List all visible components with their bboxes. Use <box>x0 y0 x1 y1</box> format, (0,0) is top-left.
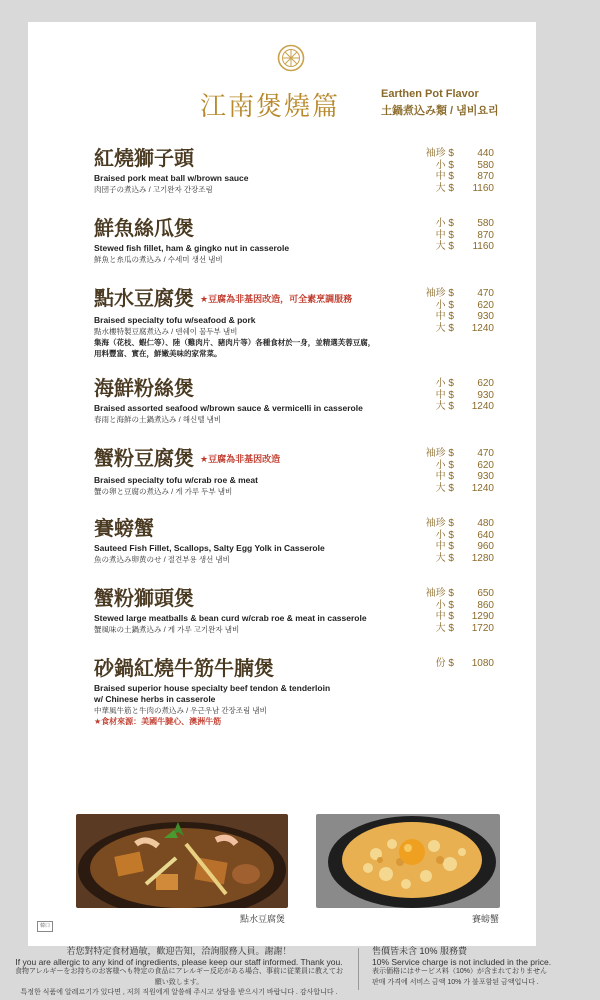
price-amount: 1240 <box>471 482 494 494</box>
price-label: 袖珍 $ <box>425 448 454 459</box>
price-label: 大 $ <box>435 182 454 194</box>
price-amount: 1240 <box>471 401 494 412</box>
photo-mock-crab <box>316 814 500 908</box>
item-name-zh: 海鮮粉絲煲 <box>94 376 194 400</box>
price-label: 大 $ <box>435 482 454 494</box>
item-name-zh: 鮮魚絲瓜煲 <box>94 216 194 240</box>
item-name-jp-kr: 魚の煮込み卵黄のせ / 절견부용 생선 냄비 <box>94 555 230 564</box>
price-amount: 640 <box>477 529 494 541</box>
item-prices <box>418 218 494 253</box>
item-name-en: Sauteed Fish Fillet, Scallops, Salty Egg Yolk in Casserole <box>94 543 325 553</box>
restaurant-logo-icon <box>277 44 305 72</box>
item-name-jp-kr: 肉団子の煮込み / 고기완자 간장조림 <box>94 185 213 194</box>
service-charge-jp: 表示価格にはサービス料（10%）が含まれておりません <box>372 968 548 975</box>
service-charge-notice <box>372 946 594 988</box>
item-name-zh: 蟹粉獅頭煲 <box>94 586 194 610</box>
item-name-jp-kr: 蟹風味の土鍋煮込み / 게 가루 고기완자 냄비 <box>94 625 240 634</box>
item-name-en: Stewed fish fillet, ham & gingko nut in casserole <box>94 243 290 253</box>
item-prices <box>418 448 494 494</box>
price-amount: 960 <box>477 541 494 552</box>
price-label: 袖珍 $ <box>425 588 454 599</box>
item-prices <box>418 378 494 413</box>
price-amount: 870 <box>477 171 494 182</box>
service-charge-zh: 售價皆未含 10% 服務費 <box>372 946 468 956</box>
item-name-zh: 紅燒獅子頭 <box>94 146 194 170</box>
item-name-en: Braised superior house specialty beef tendon & tenderloin <box>94 683 331 693</box>
price-amount: 1720 <box>471 622 494 634</box>
price-amount: 1160 <box>472 241 494 252</box>
allergy-notice-kr: 특정한 식품에 알레르기가 있다면 , 저희 직원에게 알씀해 주시고 상담을 받으시기 바랍니다 . 감사합니다 . <box>20 989 338 996</box>
photo-tofu-casserole <box>76 814 288 908</box>
item-name-en: Braised specialty tofu w/seafood & pork <box>94 314 256 325</box>
item-note: ★豆腐為非基因改造，可全素烹調服務 <box>200 294 353 305</box>
price-label: 大 $ <box>435 552 454 564</box>
price-amount: 860 <box>477 599 494 611</box>
price-amount: 930 <box>477 311 494 322</box>
item-name-zh: 點水豆腐煲 <box>94 286 194 310</box>
price-label: 小 $ <box>435 218 454 229</box>
price-label: 大 $ <box>435 322 454 334</box>
price-label: 小 $ <box>435 599 454 611</box>
price-label: 小 $ <box>435 378 454 389</box>
price-amount: 620 <box>477 299 494 311</box>
service-charge-en: 10% Service charge is not included in the price. <box>372 956 552 967</box>
price-amount: 870 <box>477 229 494 241</box>
price-label: 中 $ <box>435 611 454 622</box>
price-amount: 650 <box>477 588 494 599</box>
price-label: 袖珍 $ <box>425 288 454 299</box>
food-photo-image <box>76 814 288 908</box>
price-amount: 1290 <box>471 611 494 622</box>
item-name-jp-kr: 春雨と海鮮の土鍋煮込み / 해신뗄 냄비 <box>94 415 222 424</box>
price-label: 袖珍 $ <box>425 518 454 529</box>
service-charge-kr: 판매 가격에 서비스 금액 10% 가 불포함된 금액입니다 . <box>372 978 539 986</box>
item-prices <box>418 658 494 670</box>
price-amount: 620 <box>477 459 494 471</box>
section-title-english: Earthen Pot Flavor <box>381 88 479 100</box>
price-label: 中 $ <box>435 229 454 241</box>
price-label: 小 $ <box>435 299 454 311</box>
price-amount: 470 <box>477 448 494 459</box>
price-amount: 440 <box>477 148 494 159</box>
footer-divider <box>358 948 359 990</box>
item-note: ★豆腐為非基因改造 <box>200 454 281 465</box>
ingredient-source-note: ★食材來源：美國牛腱心、澳洲牛筋 <box>94 717 222 726</box>
item-name-zh: 砂鍋紅燒牛筋牛腩煲 <box>94 656 274 680</box>
price-amount: 1080 <box>471 658 494 669</box>
item-name-jp-kr: 中華風牛筋と牛肉の煮込み / 우근우남 간장조림 냄비 <box>94 706 267 715</box>
item-name-en-line2: w/ Chinese herbs in casserole <box>94 694 216 704</box>
photo-caption: 點水豆腐煲 <box>240 914 286 924</box>
item-name-en: Braised assorted seafood w/brown sauce & vermicelli in casserole <box>94 403 363 413</box>
price-label: 中 $ <box>435 541 454 552</box>
item-name-en: Stewed large meatballs & bean curd w/crab roe & meat in casserole <box>94 613 367 623</box>
price-amount: 480 <box>477 518 494 529</box>
item-name-jp-kr: 蟹の卵と豆腐の煮込み / 게 가루 두부 냄비 <box>94 486 233 496</box>
page-tag: 韓口 <box>37 921 53 932</box>
price-label: 小 $ <box>435 459 454 471</box>
allergy-notice-jp: 食物アレルギーをお持ちのお客様へも特定の食品にアレルギー反応がある場合、事前に従業員に教えてお願い致します。 <box>14 968 344 986</box>
price-label: 袖珍 $ <box>425 148 454 159</box>
price-label: 份 $ <box>435 658 454 669</box>
item-name-zh: 蟹粉豆腐煲 <box>94 446 194 470</box>
photo-caption: 賽螃蟹 <box>472 914 500 924</box>
section-title-subtitle: 土鍋煮込み類 / 냄비요리 <box>381 105 499 117</box>
price-label: 中 $ <box>435 389 454 401</box>
allergy-notice-en: If you are allergic to any kind of ingredients, please keep our staff informed. Thank you. <box>15 956 343 967</box>
item-description: 集海（花枝、蝦仁等）、陸（雞肉片、豬肉片等）各種食材於一身，並精選芙蓉豆腐， <box>94 337 376 347</box>
allergy-notice-zh: 若您對特定食材過敏，歡迎告知，洽詢服務人員。謝謝！ <box>66 946 292 956</box>
price-label: 小 $ <box>435 529 454 541</box>
item-name-zh: 賽螃蟹 <box>94 516 154 540</box>
item-prices <box>418 148 494 194</box>
price-amount: 470 <box>477 288 494 299</box>
price-amount: 1240 <box>471 322 494 334</box>
item-name-jp-kr: 鮮魚と糸瓜の煮込み / 수세미 생선 냄비 <box>94 255 223 264</box>
item-prices <box>418 288 494 334</box>
price-amount: 930 <box>477 471 494 482</box>
price-label: 小 $ <box>435 159 454 171</box>
allergy-notice <box>14 946 344 999</box>
price-amount: 580 <box>477 159 494 171</box>
price-amount: 930 <box>477 389 494 401</box>
item-name-en: Braised pork meat ball w/brown sauce <box>94 173 249 183</box>
price-label: 中 $ <box>435 311 454 322</box>
price-amount: 1280 <box>471 552 494 564</box>
item-prices <box>418 518 494 564</box>
item-prices <box>418 588 494 634</box>
price-amount: 580 <box>477 218 494 229</box>
item-name-en: Braised specialty tofu w/crab roe & meat <box>94 474 258 485</box>
item-name-jp-kr: 點水樓特製豆腐煮込み / 덴쉐이 물두부 냄비 <box>94 326 238 336</box>
section-title: 江南煲燒篇 <box>200 92 341 122</box>
price-amount: 1160 <box>472 182 494 194</box>
price-label: 中 $ <box>435 471 454 482</box>
price-label: 中 $ <box>435 171 454 182</box>
food-photo-image <box>316 814 500 908</box>
price-amount: 620 <box>477 378 494 389</box>
item-description-line2: 用料豐富、實在，鮮嫩美味的家常菜。 <box>94 348 222 358</box>
price-label: 大 $ <box>435 241 454 252</box>
price-label: 大 $ <box>435 622 454 634</box>
price-label: 大 $ <box>435 401 454 412</box>
